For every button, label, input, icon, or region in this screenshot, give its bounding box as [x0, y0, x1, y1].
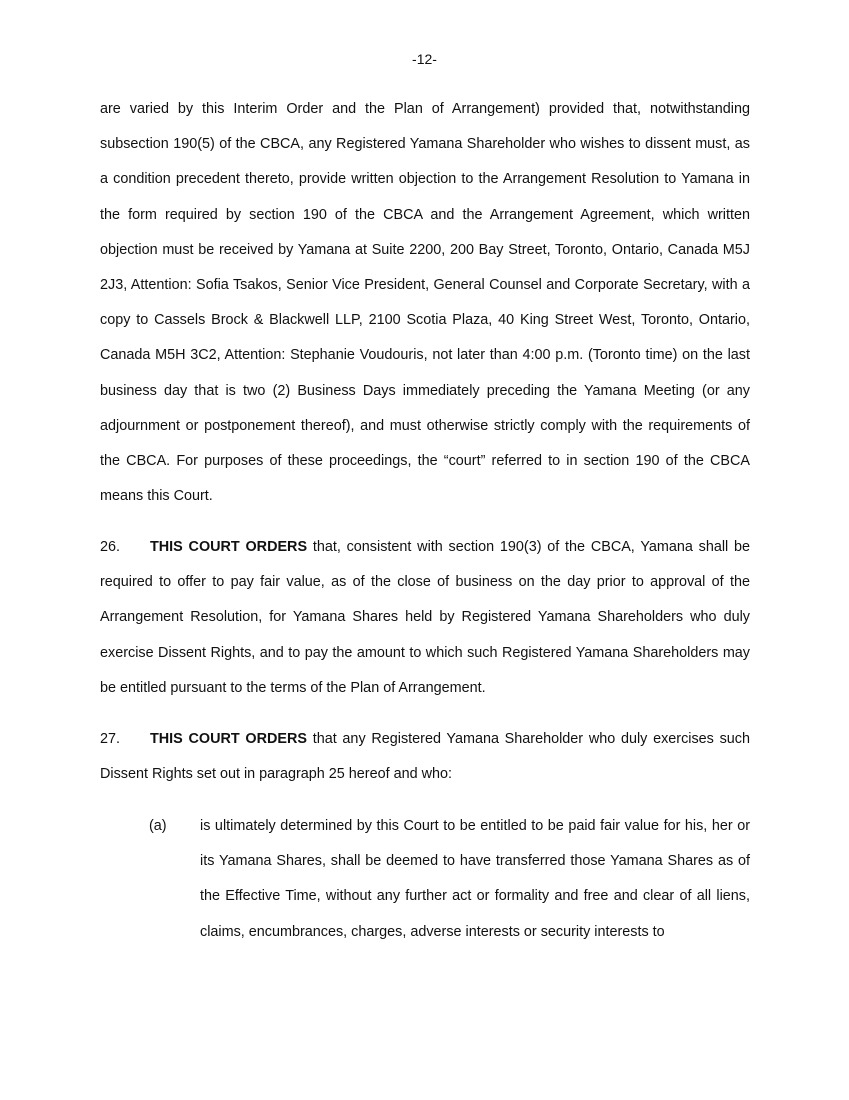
paragraph-26: [100, 530, 750, 706]
paragraph-27: [100, 722, 750, 792]
paragraph-text: that, consistent with section 190(3) of the CBCA, Yamana shall be required to offer to pay fair value, as of the close of business on the day prior to approval of the Arrangement Resolution, for Yamana Shares held by Registered Yamana Shareholders who duly exercise Dissent Rights, and to pay the amount to which such Registered Yamana Shareholders may be entitled pursuant to the terms of the Plan of Arrangement.: [100, 539, 750, 696]
paragraph-number: 26.: [100, 539, 121, 555]
sub-item-label: (a): [149, 818, 167, 834]
paragraph-heading: THIS COURT ORDERS: [150, 731, 307, 747]
paragraph-number: 27.: [100, 731, 121, 747]
paragraph-text: that any Registered Yamana Shareholder who duly exercises such Dissent Rights set out in paragraph 25 hereof and who:: [100, 731, 750, 783]
sub-item-a: [149, 809, 750, 950]
sub-item-text: is ultimately determined by this Court to be entitled to be paid fair value for his, her or its Yamana Shares, shall be deemed to have transferred those Yamana Shares as of the Effective Time, without any further act or formality and free and clear of all liens, claims, encumbrances, charges, adverse interests or security interests to: [200, 818, 750, 940]
continued-paragraph: are varied by this Interim Order and the Plan of Arrangement) provided that, notwithstanding subsection 190(5) of the CBCA, any Registered Yamana Shareholder who wishes to dissent must, as a condition precedent thereto, provide written objection to the Arrangement Resolution to Yamana in the form required by section 190 of the CBCA and the Arrangement Agreement, which written objection must be received by Yamana at Suite 2200, 200 Bay Street, Toronto, Ontario, Canada M5J 2J3, Attention: Sofia Tsakos, Senior Vice President, General Counsel and Corporate Secretary, with a copy to Cassels Brock & Blackwell LLP, 2100 Scotia Plaza, 40 King Street West, Toronto, Ontario, Canada M5H 3C2, Attention: Stephanie Voudouris, not later than 4:00 p.m. (Toronto time) on the last business day that is two (2) Business Days immediately preceding the Yamana Meeting (or any adjournment or postponement thereof), and must otherwise strictly comply with the requirements of the CBCA. For purposes of these proceedings, the “court” referred to in section 190 of the CBCA means this Court.: [100, 101, 750, 505]
paragraph-heading: THIS COURT ORDERS: [150, 539, 308, 555]
page-number: -12-: [412, 51, 437, 67]
